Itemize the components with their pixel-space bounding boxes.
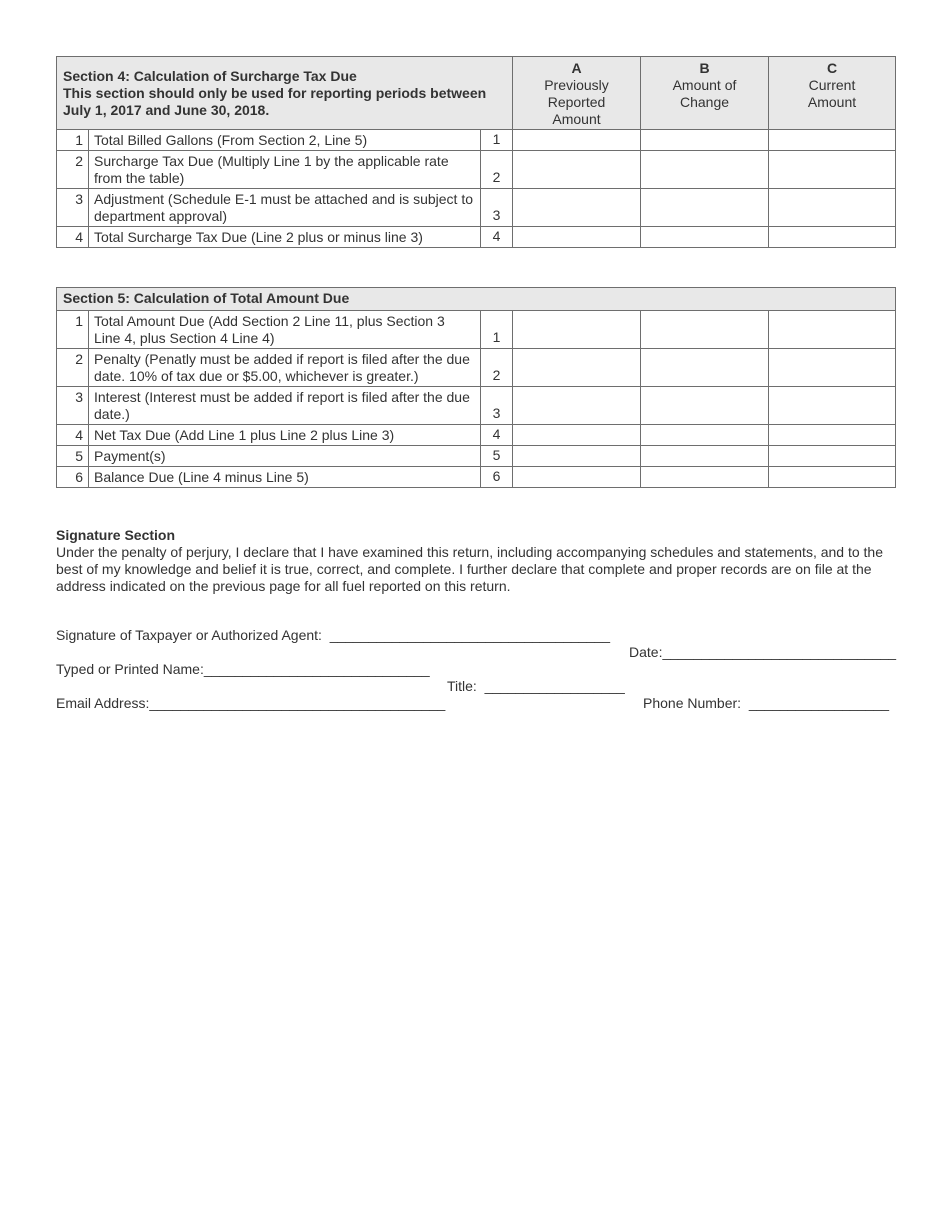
section-4-header-row <box>57 57 896 130</box>
amount-c-input[interactable] <box>769 446 896 467</box>
line-reference: 1 <box>481 311 513 349</box>
column-c-label-2: Amount <box>807 94 857 110</box>
amount-c-input[interactable] <box>769 311 896 349</box>
line-description: Total Amount Due (Add Section 2 Line 11, plus Section 3 Line 4, plus Section 4 Line 4) <box>89 311 481 349</box>
amount-a-input[interactable] <box>513 311 641 349</box>
section-4-subtitle-line-2: July 1, 2017 and June 30, 2018. <box>63 102 270 118</box>
amount-c-input[interactable] <box>769 130 896 151</box>
line-number: 6 <box>57 467 89 488</box>
amount-a-input[interactable] <box>513 227 641 248</box>
title-field[interactable]: Title: __________________ <box>447 678 625 694</box>
signature-declaration <box>56 544 895 595</box>
line-reference: 1 <box>481 130 513 151</box>
line-description: Payment(s) <box>89 446 481 467</box>
amount-c-input[interactable] <box>769 349 896 387</box>
table-row <box>57 349 896 387</box>
section-4-subtitle-line-1: This section should only be used for reporting periods between <box>63 85 487 101</box>
line-number: 4 <box>57 425 89 446</box>
section-5-table <box>56 287 896 488</box>
section-4-header <box>57 57 513 130</box>
table-row <box>57 446 896 467</box>
amount-b-input[interactable] <box>641 387 769 425</box>
line-description: Total Surcharge Tax Due (Line 2 plus or minus line 3) <box>89 227 481 248</box>
amount-a-input[interactable] <box>513 467 641 488</box>
line-number: 2 <box>57 349 89 387</box>
column-a-label-1: Previously <box>544 77 609 93</box>
amount-c-input[interactable] <box>769 467 896 488</box>
column-b-label-1: Amount of <box>672 77 737 93</box>
declaration-line-2: best of my knowledge and belief it is true, correct, and complete. I further declare that complete and proper records are on file at the <box>56 561 872 577</box>
line-description: Surcharge Tax Due (Multiply Line 1 by the applicable rate from the table) <box>89 151 481 189</box>
table-row <box>57 227 896 248</box>
amount-b-input[interactable] <box>641 425 769 446</box>
column-b-letter: B <box>699 60 710 76</box>
amount-a-input[interactable] <box>513 446 641 467</box>
amount-b-input[interactable] <box>641 189 769 227</box>
section-4-table <box>56 56 896 248</box>
amount-c-input[interactable] <box>769 151 896 189</box>
table-row <box>57 425 896 446</box>
amount-a-input[interactable] <box>513 151 641 189</box>
line-reference: 6 <box>481 467 513 488</box>
amount-b-input[interactable] <box>641 130 769 151</box>
line-number: 4 <box>57 227 89 248</box>
line-number: 2 <box>57 151 89 189</box>
amount-c-input[interactable] <box>769 425 896 446</box>
line-description: Adjustment (Schedule E-1 must be attached and is subject to department approval) <box>89 189 481 227</box>
amount-c-input[interactable] <box>769 387 896 425</box>
amount-b-input[interactable] <box>641 349 769 387</box>
table-row <box>57 151 896 189</box>
column-c-label-1: Current <box>808 77 856 93</box>
table-row <box>57 189 896 227</box>
amount-b-input[interactable] <box>641 467 769 488</box>
column-b-header <box>641 57 769 130</box>
line-number: 3 <box>57 189 89 227</box>
table-row <box>57 311 896 349</box>
signature-section <box>56 527 897 711</box>
line-reference: 2 <box>481 349 513 387</box>
column-c-letter: C <box>826 60 838 76</box>
declaration-line-3: address indicated on the previous page for all fuel reported on this return. <box>56 578 511 594</box>
signature-field[interactable]: Signature of Taxpayer or Authorized Agent: ____________________________________ <box>56 627 610 643</box>
line-reference: 5 <box>481 446 513 467</box>
amount-c-input[interactable] <box>769 227 896 248</box>
line-number: 1 <box>57 311 89 349</box>
table-row <box>57 387 896 425</box>
phone-number-field[interactable]: Phone Number: __________________ <box>643 695 889 711</box>
line-reference: 4 <box>481 425 513 446</box>
line-description: Total Billed Gallons (From Section 2, Line 5) <box>89 130 481 151</box>
amount-a-input[interactable] <box>513 349 641 387</box>
amount-c-input[interactable] <box>769 189 896 227</box>
declaration-line-1: Under the penalty of perjury, I declare that I have examined this return, including accompanying schedules and statements, and to the <box>56 544 884 560</box>
amount-a-input[interactable] <box>513 387 641 425</box>
column-a-letter: A <box>571 60 582 76</box>
column-c-header <box>769 57 896 130</box>
date-field[interactable]: Date:______________________________ <box>629 644 897 660</box>
line-number: 1 <box>57 130 89 151</box>
table-row <box>57 467 896 488</box>
column-a-label-2: Reported <box>547 94 606 110</box>
column-a-label-3: Amount <box>552 111 601 127</box>
column-b-label-2: Change <box>679 94 730 110</box>
amount-a-input[interactable] <box>513 130 641 151</box>
line-reference: 2 <box>481 151 513 189</box>
table-row <box>57 130 896 151</box>
amount-a-input[interactable] <box>513 189 641 227</box>
amount-a-input[interactable] <box>513 425 641 446</box>
line-description: Balance Due (Line 4 minus Line 5) <box>89 467 481 488</box>
section-4-title: Section 4: Calculation of Surcharge Tax Due <box>63 68 357 84</box>
printed-name-field[interactable]: Typed or Printed Name:_____________________________ <box>56 661 430 677</box>
line-reference: 4 <box>481 227 513 248</box>
email-address-field[interactable]: Email Address:______________________________________ <box>56 695 446 711</box>
line-description: Penalty (Penatly must be added if report is filed after the due date. 10% of tax due or $5.00, whichever is greater.) <box>89 349 481 387</box>
amount-b-input[interactable] <box>641 446 769 467</box>
amount-b-input[interactable] <box>641 311 769 349</box>
line-number: 5 <box>57 446 89 467</box>
email-row <box>56 678 895 729</box>
amount-b-input[interactable] <box>641 151 769 189</box>
line-description: Interest (Interest must be added if report is filed after the due date.) <box>89 387 481 425</box>
column-a-header <box>513 57 641 130</box>
amount-b-input[interactable] <box>641 227 769 248</box>
signature-heading: Signature Section <box>56 527 176 543</box>
line-reference: 3 <box>481 189 513 227</box>
section-5-header-row <box>57 288 896 311</box>
line-description: Net Tax Due (Add Line 1 plus Line 2 plus Line 3) <box>89 425 481 446</box>
section-5-title: Section 5: Calculation of Total Amount Due <box>57 288 896 311</box>
line-reference: 3 <box>481 387 513 425</box>
line-number: 3 <box>57 387 89 425</box>
